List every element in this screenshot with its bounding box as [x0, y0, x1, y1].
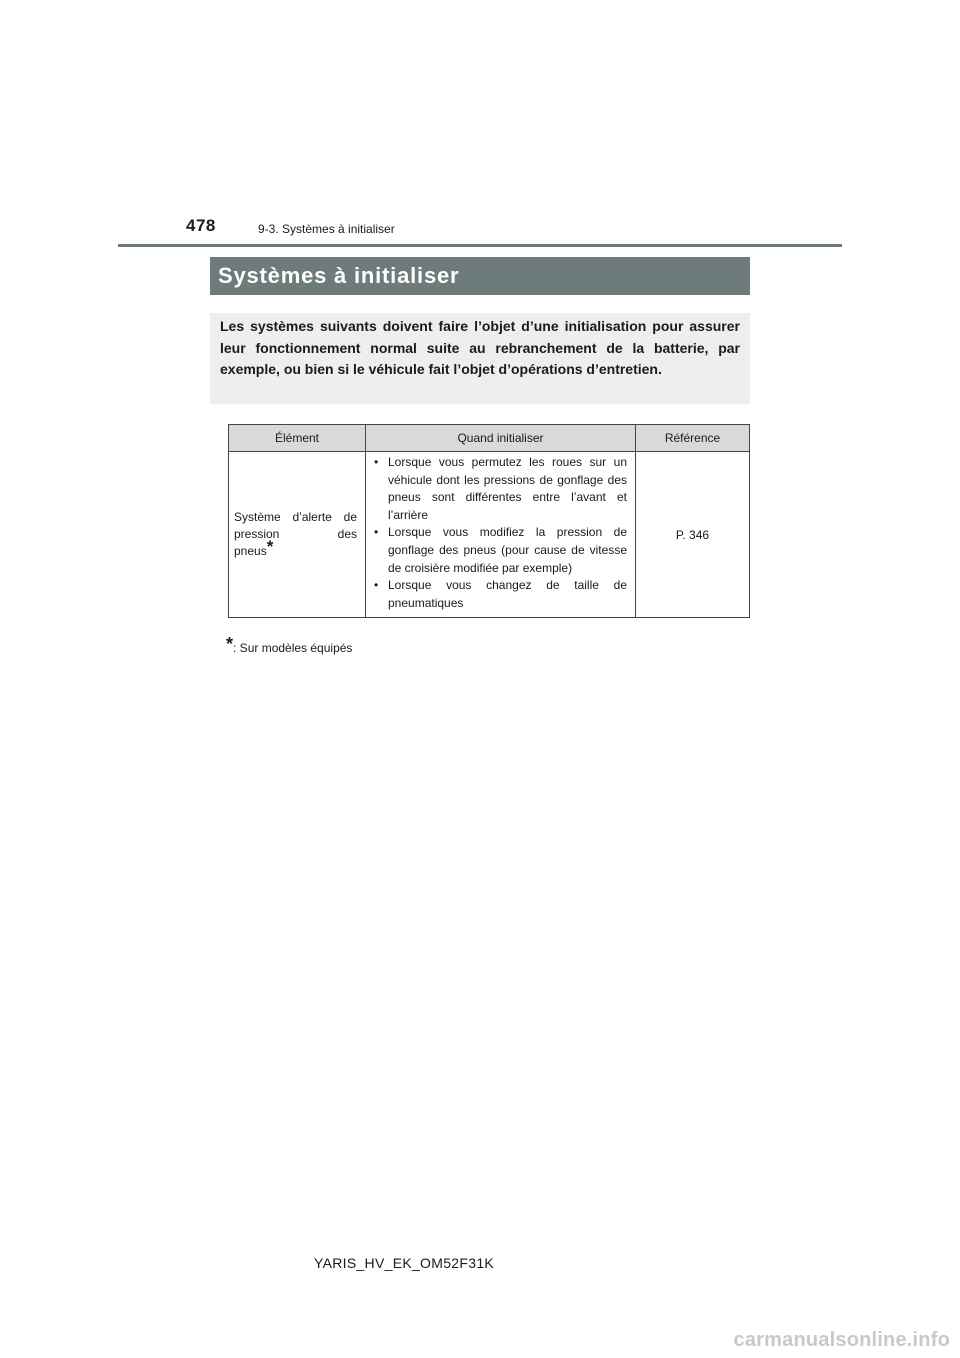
table-header-row	[229, 425, 750, 452]
footnote-star: *	[226, 634, 234, 654]
when-list	[374, 454, 627, 612]
section-reference: 9-3. Systèmes à initialiser	[258, 222, 395, 236]
element-cell	[229, 452, 366, 618]
list-item: • Lorsque vous modifiez la pression de gonflage des pneus (pour cause de vitesse de croisière modifiée par exemple)	[374, 524, 627, 577]
list-item: • Lorsque vous changez de taille de pneumatiques	[374, 577, 627, 612]
table-row	[229, 452, 750, 618]
header-reference: Référence	[636, 425, 750, 452]
document-code: YARIS_HV_EK_OM52F31K	[314, 1255, 495, 1271]
footnote-text: : Sur modèles équipés	[233, 641, 353, 655]
header-element: Élément	[229, 425, 366, 452]
when-cell	[366, 452, 636, 618]
page-title: Systèmes à initialiser	[210, 257, 750, 295]
watermark: carmanualsonline.info	[733, 1329, 950, 1351]
systems-table	[228, 424, 750, 618]
list-item: • Lorsque vous permutez les roues sur un véhicule dont les pressions de gonflage des pneus sont différentes entre l’avant et l’arrière	[374, 454, 627, 524]
element-name: Système d’alerte de pression des	[234, 510, 357, 542]
footnote	[226, 634, 353, 655]
reference-cell: P. 346	[636, 452, 750, 618]
header-when: Quand initialiser	[366, 425, 636, 452]
footnote-marker: *	[266, 537, 274, 557]
page-number: 478	[186, 216, 216, 235]
intro-paragraph: Les systèmes suivants doivent faire l’objet d’une initialisation pour assurer leur fonctionnement normal suite au rebranchement de la batterie, par exemple, ou bien si le véhicule fait l’objet d’opérations d’entretien.	[210, 313, 750, 404]
element-name-end: pneus	[234, 544, 267, 559]
header-divider	[118, 244, 842, 247]
